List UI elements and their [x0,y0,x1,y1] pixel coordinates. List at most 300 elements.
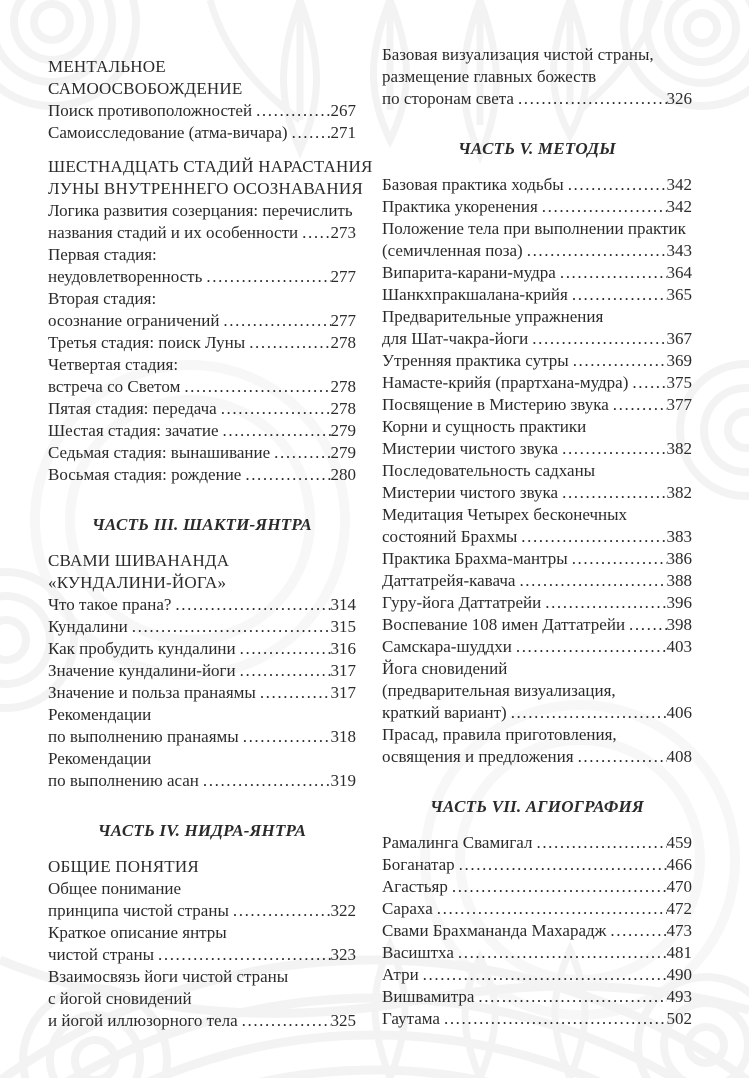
dot-leader [519,570,666,592]
toc-entry [382,570,692,592]
toc-entry-title: Шестая стадия: зачатие [48,421,219,440]
toc-entry [48,616,356,638]
toc-entry-line [382,942,692,964]
part-heading [382,796,692,818]
toc-entry [48,244,356,288]
dot-leader [245,464,330,486]
dot-leader [613,394,667,416]
toc-entry-title: осознание ограничений [48,311,220,330]
toc-entry-line [48,594,356,616]
toc-entry [382,196,692,218]
dot-leader [629,614,666,636]
toc-entry [382,964,692,986]
dot-leader [240,660,331,682]
section-heading [48,156,373,200]
page-number: 317 [330,661,356,680]
toc-entry-title: Предварительные упражнения [382,307,604,326]
part-heading-text: ЧАСТЬ VII. АГИОГРАФИЯ [430,797,644,816]
toc-entry-title: Шанкхпракшалана-крийя [382,285,568,304]
dot-leader [536,832,666,854]
dot-leader [203,770,331,792]
toc-entry [382,284,692,306]
toc-entry-line [48,770,356,792]
toc-entry-line [382,548,692,570]
toc-entry-line [382,658,692,680]
toc-entry-title: Рамалинга Свамигал [382,833,533,852]
page-number: 318 [330,727,356,746]
toc-entry-title: размещение главных божеств [382,67,597,86]
section-heading-line: ОБЩИЕ ПОНЯТИЯ [48,857,199,876]
toc-entry-title: Гуру-йога Даттатрейи [382,593,542,612]
toc-entry-line [382,372,692,394]
dot-leader [223,310,330,332]
dot-leader [516,636,667,658]
toc-entry-title: краткий вариант) [382,703,507,722]
toc-entry-line [48,398,356,420]
toc-column-left [48,44,373,1032]
toc-entry-title: Что такое прана? [48,595,172,614]
toc-entry-title: Свами Брахмананда Махарадж [382,921,607,940]
page-number: 273 [330,223,356,242]
part-heading [48,514,356,536]
toc-entry [48,748,356,792]
toc-entry [48,966,356,1032]
page-number: 375 [666,373,692,392]
toc-entry-line [48,638,356,660]
dot-leader [221,398,331,420]
toc-entry-line [382,504,692,526]
toc-entry-line [48,1010,356,1032]
toc-entry-title: Кундалини [48,617,128,636]
toc-entry-title: Мистерии чистого звука [382,483,559,502]
toc-entry-line [48,376,356,398]
toc-entry-title: с йогой сновидений [48,989,192,1008]
toc-entry [382,394,692,416]
toc-entry-title: и йогой иллюзорного тела [48,1011,238,1030]
page-number: 388 [666,571,692,590]
toc-entry-title: Рекомендации [48,749,152,768]
toc-entry-title: Практика Брахма-мантры [382,549,568,568]
page-number: 377 [666,395,692,414]
dot-leader [132,616,331,638]
page-number: 364 [666,263,692,282]
page-number: 466 [666,855,692,874]
toc-entry [48,660,356,682]
toc-entry-line [48,222,356,244]
toc-entry [48,122,356,144]
toc-entry-line [382,636,692,658]
toc-entry [48,288,356,332]
toc-entry-line [48,878,356,900]
toc-entry-title: Седьмая стадия: вынашивание [48,443,271,462]
dot-leader [518,88,667,110]
dot-leader [243,726,331,748]
dot-leader [260,682,331,704]
toc-entry-title: Самоисследование (атма-вичара) [48,123,288,142]
toc-entry-title: Вишвамитра [382,987,475,1006]
toc-entry-line [382,570,692,592]
toc-entry [48,398,356,420]
toc-entry-title: Атри [382,965,419,984]
toc-entry-line [48,726,356,748]
toc-entry-title: по выполнению пранаямы [48,727,239,746]
toc-entry-line [382,614,692,636]
toc-entry-line [382,460,692,482]
toc-entry [382,658,692,724]
page-number: 278 [330,399,356,418]
dot-leader [302,222,330,244]
part-heading-text: ЧАСТЬ IV. НИДРА-ЯНТРА [97,821,307,840]
dot-leader [573,350,667,372]
page-number: 325 [330,1011,356,1030]
toc-entry-title: неудовлетворенность [48,267,203,286]
toc-entry [382,416,692,460]
toc-entry-title: принципа чистой страны [48,901,229,920]
toc-entry-line [382,526,692,548]
part-heading [382,138,692,160]
toc-entry-line [382,680,692,702]
toc-entry-title: Васиштха [382,943,454,962]
toc-entry-line [382,1008,692,1030]
toc-entry [382,350,692,372]
toc-entry-title: названия стадий и их особенности [48,223,299,242]
toc-entry-title: Прасад, правила приготовления, [382,725,617,744]
toc-entry-title: Даттатрейя-кавача [382,571,516,590]
page-number: 406 [666,703,692,722]
page-number: 277 [330,267,356,286]
dot-leader [478,986,666,1008]
toc-entry [382,876,692,898]
dot-leader [610,920,666,942]
toc-entry-title: Значение и польза пранаямы [48,683,256,702]
toc-entry-line [382,88,692,110]
part-heading-text: ЧАСТЬ III. ШАКТИ-ЯНТРА [92,515,312,534]
dot-leader [632,372,666,394]
dot-leader [249,332,330,354]
toc-entry [48,594,356,616]
toc-entry [382,898,692,920]
toc-entry [382,504,692,548]
section-heading-line: САМООСВОБОЖДЕНИЕ [48,79,243,98]
page-number: 459 [666,833,692,852]
dot-leader [423,964,667,986]
toc-entry [382,636,692,658]
toc-entry [48,354,356,398]
dot-leader [572,548,667,570]
dot-leader [545,592,666,614]
toc-entry-title: Утренняя практика сутры [382,351,569,370]
dot-leader [572,284,667,306]
section-heading-line: СВАМИ ШИВАНАНДА [48,551,230,570]
toc-entry [382,920,692,942]
toc-entry-title: Посвящение в Мистерию звука [382,395,609,414]
toc-entry [382,548,692,570]
dot-leader [562,482,666,504]
toc-entry-line [382,284,692,306]
page-number: 322 [330,901,356,920]
page-number: 386 [666,549,692,568]
dot-leader [532,328,666,350]
toc-entry-line [382,174,692,196]
toc-entry-line [382,350,692,372]
toc-entry-title: (семичленная поза) [382,241,523,260]
toc-entry [48,878,356,922]
page-number: 271 [330,123,356,142]
dot-leader [568,174,667,196]
part-heading-text: ЧАСТЬ V. МЕТОДЫ [458,139,616,158]
toc-entry [382,218,692,262]
toc-entry-title: встреча со Светом [48,377,181,396]
toc-entry [48,200,356,244]
toc-entry-title: Випарита-карани-мудра [382,263,556,282]
toc-entry-title: Первая стадия: [48,245,157,264]
page-number: 396 [666,593,692,612]
toc-entry [382,942,692,964]
page-number: 343 [666,241,692,260]
page-number: 470 [666,877,692,896]
page-number: 342 [666,175,692,194]
toc-entry-line [382,416,692,438]
page-number: 398 [666,615,692,634]
page-number: 279 [330,421,356,440]
toc-entry-title: Сараха [382,899,433,918]
toc-entry-line [382,66,692,88]
toc-entry [382,1008,692,1030]
toc-entry-line [382,218,692,240]
page-number: 315 [330,617,356,636]
dot-leader [437,898,667,920]
dot-leader [233,900,331,922]
toc-entry-title: Воспевание 108 имен Даттатрейи [382,615,626,634]
dot-leader [274,442,330,464]
toc-entry-line [48,660,356,682]
page-number: 267 [330,101,356,120]
toc-entry-line [48,332,356,354]
toc-entry-title: Гаутама [382,1009,440,1028]
page-number: 493 [666,987,692,1006]
dot-leader [184,376,330,398]
toc-entry-line [382,702,692,724]
toc-entry [382,986,692,1008]
toc-entry-title: для Шат-чакра-йоги [382,329,529,348]
toc-entry-line [48,200,356,222]
toc-entry [48,682,356,704]
toc-entry-title: Последовательность садханы [382,461,596,480]
toc-entry-line [382,986,692,1008]
toc-entry [382,854,692,876]
toc-entry-title: Корни и сущность практики [382,417,587,436]
toc-entry-title: Краткое описание янтры [48,923,227,942]
toc-entry-line [48,748,356,770]
toc-entry-line [382,832,692,854]
toc-entry-title: Медитация Четырех бесконечных [382,505,628,524]
toc-entry [48,638,356,660]
dot-leader [256,100,330,122]
toc-entry-line [382,196,692,218]
toc-entry-line [382,920,692,942]
dot-leader [521,526,666,548]
section-heading-line: ШЕСТНАДЦАТЬ СТАДИЙ НАРАСТАНИЯ [48,157,373,176]
page-number: 326 [666,89,692,108]
dot-leader [527,240,667,262]
toc-entry-line [382,746,692,768]
toc-entry [382,306,692,350]
page-number: 278 [330,377,356,396]
dot-leader [562,438,666,460]
page-number: 403 [666,637,692,656]
section-heading [48,550,356,594]
toc-entry [48,922,356,966]
toc-entry-line [48,922,356,944]
page-number: 472 [666,899,692,918]
toc-entry [48,420,356,442]
page-number: 279 [330,443,356,462]
toc-entry-title: Восьмая стадия: рождение [48,465,242,484]
toc-entry-title: Самскара-шуддхи [382,637,512,656]
toc-entry-line [48,244,356,266]
toc-entry-line [382,876,692,898]
toc-entry-line [48,616,356,638]
toc-entry-title: по сторонам света [382,89,514,108]
toc-entry-line [48,704,356,726]
toc-entry-title: Базовая практика ходьбы [382,175,564,194]
toc-entry-line [382,262,692,284]
dot-leader [452,876,667,898]
toc-entry-title: Боганатар [382,855,455,874]
toc-entry-line [382,240,692,262]
part-heading [48,820,356,842]
dot-leader [542,196,667,218]
toc-entry-line [48,420,356,442]
section-heading-line: МЕНТАЛЬНОЕ [48,57,166,76]
toc-entry-line [48,266,356,288]
toc-entry-title: Агастьяр [382,877,448,896]
toc-entry-line [48,288,356,310]
toc-entry-title: освящения и предложения [382,747,574,766]
toc-entry-line [48,442,356,464]
toc-column-right [382,44,692,1032]
toc-entry-line [382,854,692,876]
toc-entry-title: Как пробудить кундалини [48,639,236,658]
toc-entry-title: Намасте-крийя (прартхана-мудра) [382,373,629,392]
page-number: 319 [330,771,356,790]
toc-entry [48,704,356,748]
toc-entry-title: по выполнению асан [48,771,199,790]
dot-leader [560,262,667,284]
dot-leader [458,942,667,964]
toc-entry-title: Значение кундалини-йоги [48,661,236,680]
toc-entry-title: Общее понимание [48,879,182,898]
toc-entry-line [382,964,692,986]
page-number: 365 [666,285,692,304]
page-number: 408 [666,747,692,766]
page-number: 278 [330,333,356,352]
toc-entry-line [382,306,692,328]
section-heading-line: ЛУНЫ ВНУТРЕННЕГО ОСОЗНАВАНИЯ [48,179,363,198]
toc-entry-title: Йога сновидений [382,659,508,678]
toc-entry-title: Третья стадия: поиск Луны [48,333,246,352]
dot-leader [158,944,331,966]
toc-entry [382,724,692,768]
toc-entry-line [48,682,356,704]
toc-entry-line [48,944,356,966]
toc-entry [48,332,356,354]
page-number: 382 [666,483,692,502]
toc-entry-title: Четвертая стадия: [48,355,179,374]
page-number: 383 [666,527,692,546]
toc-entry [382,262,692,284]
page-number: 367 [666,329,692,348]
dot-leader [223,420,331,442]
dot-leader [459,854,667,876]
toc-entry [382,372,692,394]
toc-entry-title: Мистерии чистого звука [382,439,559,458]
toc-entry [382,614,692,636]
toc-entry-line [48,100,356,122]
toc-entry-line [48,988,356,1010]
page-number: 280 [330,465,356,484]
page-number: 323 [330,945,356,964]
toc-entry-title: (предварительная визуализация, [382,681,616,700]
toc-entry-title: Практика укоренения [382,197,538,216]
toc-entry-line [48,464,356,486]
toc-entry [48,464,356,486]
page-number: 342 [666,197,692,216]
toc-entry-title: Поиск противоположностей [48,101,253,120]
toc-entry [48,100,356,122]
toc-entry-line [382,592,692,614]
dot-leader [240,638,331,660]
toc-entry-title: чистой страны [48,945,154,964]
toc-entry [382,44,692,110]
toc-entry [48,442,356,464]
dot-leader [175,594,330,616]
page-number: 382 [666,439,692,458]
toc-entry-line [48,122,356,144]
toc-entry-line [48,900,356,922]
page-number: 502 [666,1009,692,1028]
toc-entry-title: состояний Брахмы [382,527,518,546]
toc-entry-line [382,724,692,746]
toc-entry-title: Взаимосвязь йоги чистой страны [48,967,289,986]
section-heading [48,56,356,100]
toc-entry-line [382,898,692,920]
toc-entry-title: Рекомендации [48,705,152,724]
toc-entry-line [382,328,692,350]
page-number: 481 [666,943,692,962]
toc-entry-line [48,966,356,988]
toc-entry-title: Базовая визуализация чистой страны, [382,45,654,64]
section-heading-line: «КУНДАЛИНИ-ЙОГА» [48,573,227,592]
toc-entry [382,174,692,196]
toc-entry-title: Логика развития созерцания: перечислить [48,201,353,220]
section-heading [48,856,356,878]
toc-entry-line [382,482,692,504]
dot-leader [292,122,331,144]
page-number: 473 [666,921,692,940]
toc-entry [382,832,692,854]
toc-entry-line [382,44,692,66]
dot-leader [242,1010,331,1032]
toc-entry-line [382,394,692,416]
page-number: 316 [330,639,356,658]
toc-entry-title: Вторая стадия: [48,289,157,308]
toc-entry-title: Положение тела при выполнении практик [382,219,686,238]
toc-entry-line [48,310,356,332]
toc-entry [382,592,692,614]
page-number: 317 [330,683,356,702]
toc-entry [382,460,692,504]
